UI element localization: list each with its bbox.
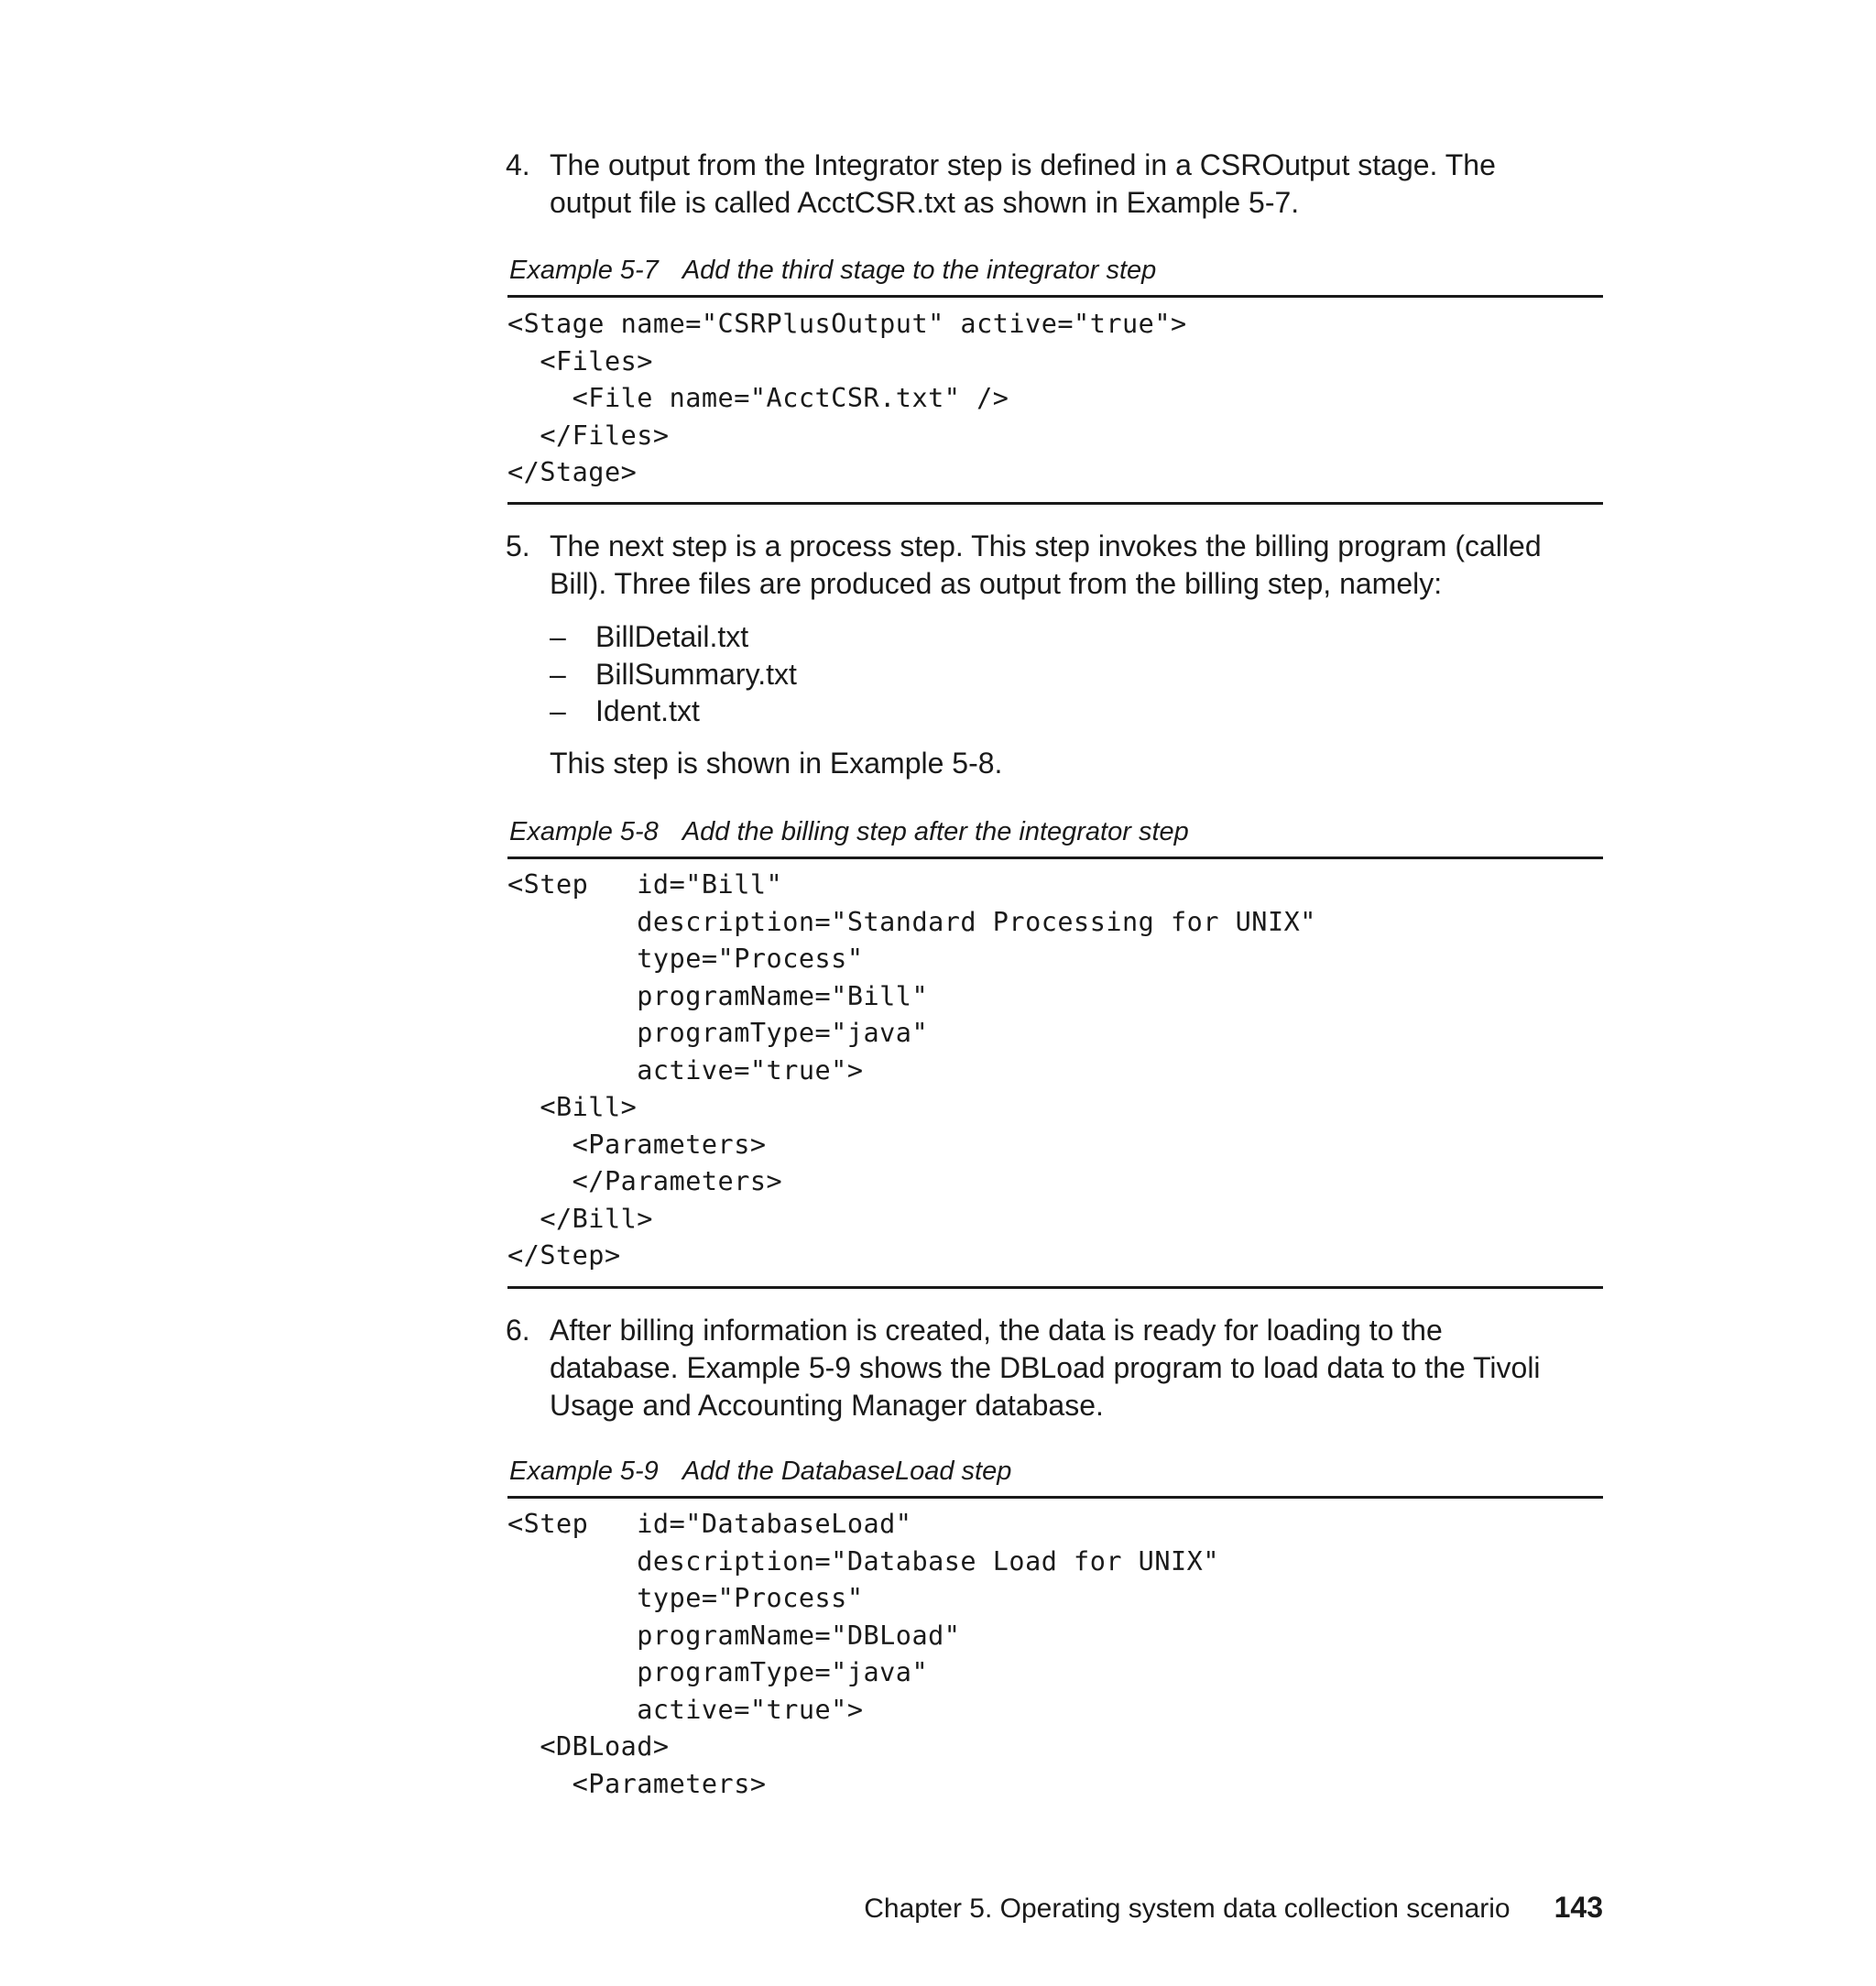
example-top-rule [507, 1496, 1603, 1499]
list-item-text: BillDetail.txt [595, 620, 749, 653]
example-title: Add the billing step after the integrator step [682, 817, 1189, 846]
example-top-rule [507, 857, 1603, 859]
list-item-text: Ident.txt [595, 694, 700, 727]
code-block: <Step id="DatabaseLoad" description="Database Load for UNIX" type="Process" programName="DBLoad" programType="java" active="true"> <DBLoad> <Parameters> [507, 1509, 1219, 1799]
example-label: Example 5-9 [509, 1457, 659, 1486]
step-text-line: Bill). Three files are produced as output from the billing step, namely: [550, 567, 1443, 600]
step-number: 5. [506, 529, 530, 562]
step-5-followup: This step is shown in Example 5-8. [550, 747, 1003, 780]
output-file-list [550, 618, 797, 730]
step-text-line: After billing information is created, the data is ready for loading to the [550, 1314, 1443, 1347]
example-caption [509, 1455, 1603, 1488]
step-text-line: The output from the Integrator step is defined in a CSROutput stage. The [550, 148, 1496, 181]
step-4-paragraph [506, 147, 1605, 222]
list-item [550, 618, 797, 656]
chapter-title: Chapter 5. Operating system data collection scenario [864, 1893, 1511, 1924]
step-number: 6. [506, 1314, 530, 1347]
dash-bullet: – [550, 620, 566, 653]
page-number: 143 [1554, 1891, 1603, 1924]
example-label: Example 5-7 [509, 256, 659, 285]
step-number: 4. [506, 148, 530, 181]
step-text-line: The next step is a process step. This step invokes the billing program (called [550, 529, 1542, 562]
step-text-line: output file is called AcctCSR.txt as shown in Example 5-7. [550, 186, 1300, 219]
dash-bullet: – [550, 657, 566, 691]
step-6-paragraph [506, 1312, 1605, 1424]
example-title: Add the DatabaseLoad step [682, 1457, 1012, 1486]
example-bottom-rule [507, 502, 1603, 505]
list-item-text: BillSummary.txt [595, 657, 797, 691]
list-item [550, 693, 797, 730]
page-footer [852, 1891, 1603, 1926]
example-top-rule [507, 295, 1603, 298]
step-5-paragraph [506, 528, 1605, 603]
example-caption [509, 815, 1603, 848]
code-block: <Step id="Bill" description="Standard Processing for UNIX" type="Process" programName="Bill" programType="java" active="true"> <Bill> <Parameters> </Parameters> </Bill> </Step> [507, 869, 1316, 1271]
step-text-line: database. Example 5-9 shows the DBLoad program to load data to the Tivoli [550, 1351, 1541, 1384]
dash-bullet: – [550, 694, 566, 727]
list-item [550, 656, 797, 693]
step-text-line: Usage and Accounting Manager database. [550, 1389, 1104, 1422]
example-title: Add the third stage to the integrator step [682, 256, 1157, 285]
code-block: <Stage name="CSRPlusOutput" active="true"> <Files> <File name="AcctCSR.txt" /> </Files> </Stage> [507, 309, 1187, 487]
example-caption [509, 254, 1603, 287]
example-bottom-rule [507, 1286, 1603, 1289]
example-label: Example 5-8 [509, 817, 659, 846]
